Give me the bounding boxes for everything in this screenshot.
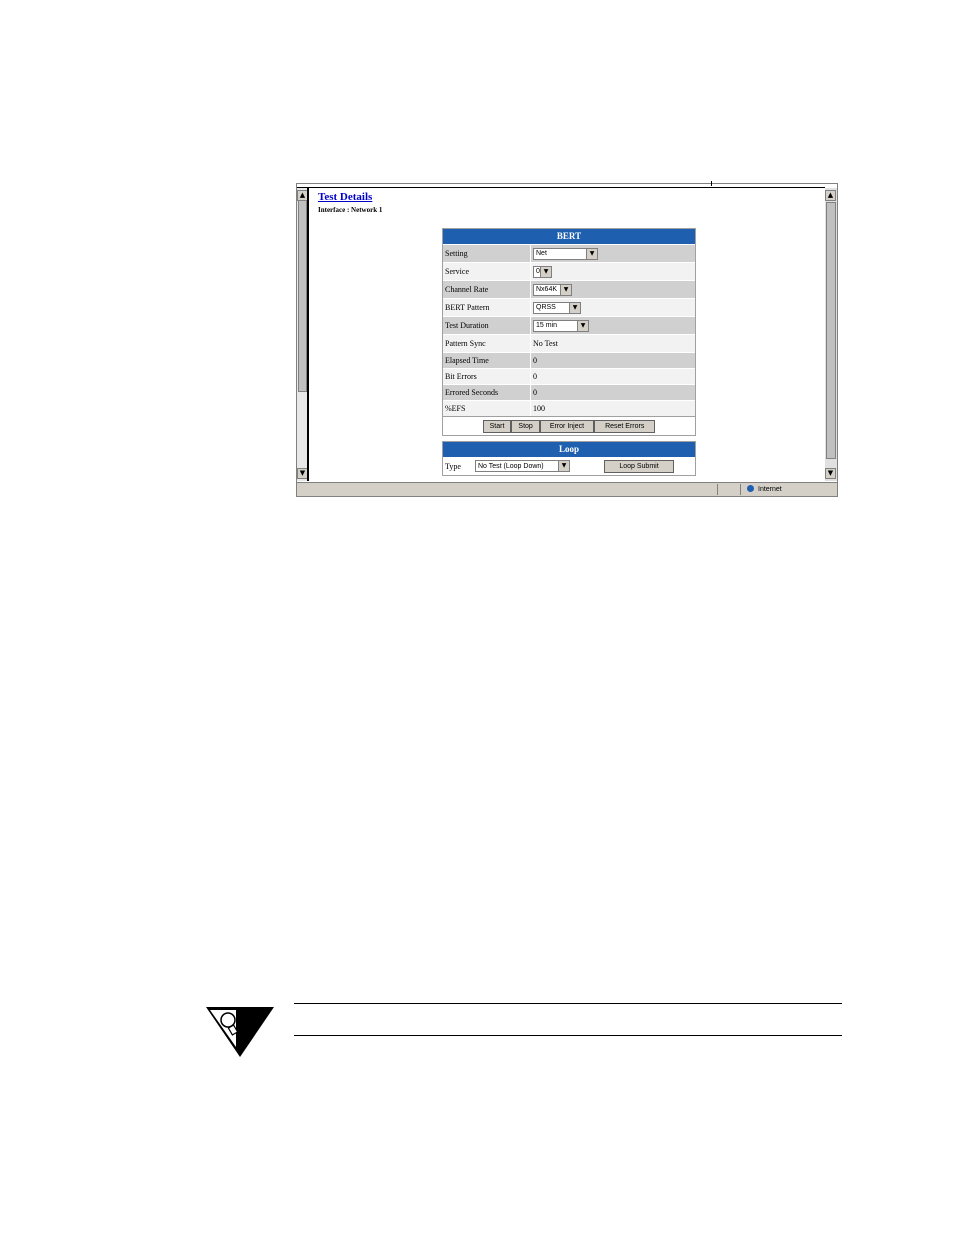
channel-rate-select[interactable] — [533, 284, 572, 296]
row-label: BERT Pattern — [443, 299, 531, 316]
row-value: 100 — [531, 401, 695, 416]
row-label: Pattern Sync — [443, 335, 531, 352]
select-value: QRSS — [536, 304, 556, 311]
bert-row-bit-errors — [443, 368, 695, 384]
select-value: 15 min — [536, 322, 558, 329]
chevron-down-icon[interactable]: ▼ — [558, 461, 569, 471]
zone-label: Internet — [758, 486, 782, 493]
bert-row-bert-pattern — [443, 298, 695, 316]
error-inject-button[interactable]: Error Inject — [540, 420, 594, 433]
loop-table — [442, 441, 696, 476]
page-title[interactable]: Test Details — [318, 191, 373, 203]
status-separator — [740, 484, 741, 495]
select-value: Nx64K — [536, 286, 558, 293]
window-top-tick — [711, 181, 712, 186]
row-label: %EFS — [443, 401, 531, 416]
row-label: Test Duration — [443, 317, 531, 334]
row-label: Setting — [443, 245, 531, 262]
loop-submit-button[interactable]: Loop Submit — [604, 460, 674, 473]
reset-errors-button[interactable]: Reset Errors — [594, 420, 655, 433]
stop-button[interactable]: Stop — [511, 420, 539, 433]
bert-button-row — [443, 416, 695, 435]
status-bar — [297, 482, 837, 496]
bert-row-channel-rate — [443, 280, 695, 298]
test-duration-select[interactable] — [533, 320, 589, 332]
globe-icon — [747, 485, 754, 492]
chevron-down-icon[interactable]: ▼ — [560, 285, 571, 295]
select-value: 0 — [536, 268, 540, 275]
bert-row-errored-seconds — [443, 384, 695, 400]
chevron-down-icon[interactable]: ▼ — [577, 321, 588, 331]
loop-header: Loop — [443, 442, 695, 457]
scroll-thumb[interactable] — [826, 202, 836, 459]
scroll-down-arrow-icon[interactable]: ▼ — [297, 468, 308, 479]
bert-row-efs — [443, 400, 695, 416]
scroll-down-arrow-icon[interactable]: ▼ — [825, 468, 836, 479]
left-frame-scrollbar[interactable] — [297, 188, 309, 481]
row-value: 0 — [531, 369, 695, 384]
row-label: Channel Rate — [443, 281, 531, 298]
scroll-up-arrow-icon[interactable]: ▲ — [825, 190, 836, 201]
row-value: 0 — [531, 353, 695, 368]
lightbulb-note-icon — [206, 1007, 274, 1062]
bert-row-pattern-sync — [443, 334, 695, 352]
row-label: Bit Errors — [443, 369, 531, 384]
bert-row-test-duration — [443, 316, 695, 334]
service-select[interactable] — [533, 266, 552, 278]
chevron-down-icon[interactable]: ▼ — [569, 303, 580, 313]
bert-row-elapsed-time — [443, 352, 695, 368]
bert-row-setting — [443, 244, 695, 262]
row-value: 0 — [531, 385, 695, 400]
select-value: Net — [536, 250, 547, 257]
status-separator — [717, 484, 718, 495]
select-value: No Test (Loop Down) — [478, 462, 544, 470]
note-bottom-rule — [294, 1035, 842, 1036]
loop-type-select[interactable] — [475, 460, 570, 472]
note-top-rule — [294, 1003, 842, 1004]
row-label: Service — [443, 263, 531, 280]
bert-header: BERT — [443, 229, 695, 244]
chevron-down-icon[interactable]: ▼ — [586, 249, 597, 259]
row-label: Elapsed Time — [443, 353, 531, 368]
row-label: Errored Seconds — [443, 385, 531, 400]
loop-type-row — [443, 457, 695, 475]
loop-type-label: Type — [445, 461, 461, 471]
chevron-down-icon[interactable]: ▼ — [540, 267, 551, 277]
browser-window — [296, 183, 838, 497]
status-zone — [747, 484, 782, 495]
setting-select[interactable] — [533, 248, 598, 260]
bert-row-service — [443, 262, 695, 280]
bert-table — [442, 228, 696, 436]
bert-pattern-select[interactable] — [533, 302, 581, 314]
start-button[interactable]: Start — [483, 420, 512, 433]
left-scroll-thumb[interactable] — [298, 200, 307, 392]
page-subtitle: Interface : Network 1 — [318, 206, 383, 214]
row-value: No Test — [531, 335, 695, 352]
scroll-up-arrow-icon[interactable]: ▲ — [297, 190, 308, 201]
page-content — [309, 188, 827, 481]
vertical-scrollbar[interactable] — [825, 188, 837, 481]
